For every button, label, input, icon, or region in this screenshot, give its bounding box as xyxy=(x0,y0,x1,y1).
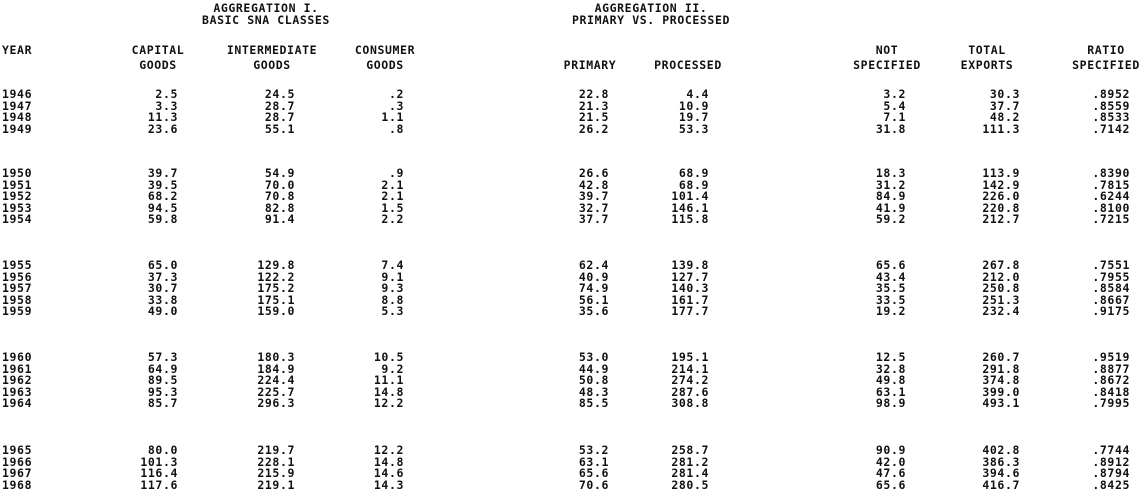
cell-primary: 22.8 xyxy=(578,87,609,101)
cell-consumer-goods: 14.3 xyxy=(373,477,404,492)
cell-intermediate-goods: 296.3 xyxy=(257,396,295,411)
cell-not-specified: 43.4 xyxy=(875,269,906,284)
cell-intermediate-goods: 159.0 xyxy=(257,304,295,319)
col-header-capital-1: CAPITAL xyxy=(131,43,185,57)
cell-primary: 42.8 xyxy=(578,177,609,192)
cell-primary: 26.2 xyxy=(578,121,609,136)
cell-consumer-goods: 1.5 xyxy=(381,200,404,215)
cell-consumer-goods: 1.1 xyxy=(381,110,404,125)
aggregation-2-subtitle: PRIMARY VS. PROCESSED xyxy=(572,13,730,27)
cell-primary: 62.4 xyxy=(578,258,609,272)
cell-processed: 258.7 xyxy=(671,443,709,457)
cell-intermediate-goods: 175.1 xyxy=(257,292,295,307)
cell-year: 1961 xyxy=(2,361,33,376)
cell-processed: 10.9 xyxy=(678,98,709,113)
cell-capital-goods: 49.0 xyxy=(147,304,178,319)
cell-total-exports: 416.7 xyxy=(982,477,1020,492)
cell-year: 1962 xyxy=(2,373,33,388)
cell-capital-goods: 116.4 xyxy=(140,466,178,481)
cell-primary: 70.6 xyxy=(578,477,609,492)
cell-not-specified: 19.2 xyxy=(875,304,906,319)
cell-capital-goods: 68.2 xyxy=(147,189,178,204)
cell-intermediate-goods: 215.9 xyxy=(257,466,295,481)
cell-primary: 85.5 xyxy=(578,396,609,411)
cell-capital-goods: 2.5 xyxy=(155,87,178,101)
col-header-total-1: TOTAL xyxy=(968,43,1006,57)
cell-total-exports: 30.3 xyxy=(989,87,1020,101)
cell-year: 1959 xyxy=(2,304,33,319)
cell-ratio-specified: .7744 xyxy=(1092,443,1130,457)
cell-not-specified: 84.9 xyxy=(875,189,906,204)
cell-not-specified: 65.6 xyxy=(875,477,906,492)
cell-consumer-goods: 14.6 xyxy=(373,466,404,481)
col-header-total-2: EXPORTS xyxy=(960,58,1014,72)
cell-year: 1963 xyxy=(2,384,33,399)
cell-primary: 26.6 xyxy=(578,166,609,180)
cell-intermediate-goods: 225.7 xyxy=(257,384,295,399)
cell-intermediate-goods: 228.1 xyxy=(257,454,295,469)
cell-processed: 115.8 xyxy=(671,212,709,227)
cell-consumer-goods: 14.8 xyxy=(373,454,404,469)
cell-intermediate-goods: 70.0 xyxy=(264,177,295,192)
aggregation-1-title: AGGREGATION I. xyxy=(213,1,319,15)
cell-year: 1960 xyxy=(2,350,33,364)
cell-not-specified: 90.9 xyxy=(875,443,906,457)
cell-ratio-specified: .9175 xyxy=(1092,304,1130,319)
cell-consumer-goods: 12.2 xyxy=(373,443,404,457)
cell-intermediate-goods: 184.9 xyxy=(257,361,295,376)
cell-ratio-specified: .7215 xyxy=(1092,212,1130,227)
cell-not-specified: 49.8 xyxy=(875,373,906,388)
cell-total-exports: 251.3 xyxy=(982,292,1020,307)
cell-not-specified: 31.8 xyxy=(875,121,906,136)
cell-ratio-specified: .6244 xyxy=(1092,189,1130,204)
cell-total-exports: 291.8 xyxy=(982,361,1020,376)
cell-capital-goods: 39.7 xyxy=(147,166,178,180)
cell-capital-goods: 59.8 xyxy=(147,212,178,227)
aggregation-2-title: AGGREGATION II. xyxy=(594,1,708,15)
cell-consumer-goods: 12.2 xyxy=(373,396,404,411)
cell-consumer-goods: .8 xyxy=(388,121,404,136)
cell-consumer-goods: 7.4 xyxy=(381,258,404,272)
cell-year: 1948 xyxy=(2,110,33,125)
cell-total-exports: 220.8 xyxy=(982,200,1020,215)
cell-processed: 53.3 xyxy=(678,121,709,136)
cell-total-exports: 113.9 xyxy=(982,166,1020,180)
cell-capital-goods: 95.3 xyxy=(147,384,178,399)
cell-primary: 21.5 xyxy=(578,110,609,125)
cell-year: 1950 xyxy=(2,166,33,180)
cell-processed: 177.7 xyxy=(671,304,709,319)
cell-primary: 53.2 xyxy=(578,443,609,457)
cell-not-specified: 42.0 xyxy=(875,454,906,469)
cell-consumer-goods: 10.5 xyxy=(373,350,404,364)
cell-not-specified: 7.1 xyxy=(883,110,906,125)
cell-year: 1968 xyxy=(2,477,33,492)
cell-ratio-specified: .8390 xyxy=(1092,166,1130,180)
cell-ratio-specified: .8952 xyxy=(1092,87,1130,101)
cell-total-exports: 48.2 xyxy=(989,110,1020,125)
cell-consumer-goods: 5.3 xyxy=(381,304,404,319)
cell-intermediate-goods: 175.2 xyxy=(257,281,295,296)
cell-primary: 56.1 xyxy=(578,292,609,307)
cell-ratio-specified: .8667 xyxy=(1092,292,1130,307)
cell-ratio-specified: .8418 xyxy=(1092,384,1130,399)
cell-year: 1953 xyxy=(2,200,33,215)
cell-ratio-specified: .7815 xyxy=(1092,177,1130,192)
cell-processed: 19.7 xyxy=(678,110,709,125)
cell-ratio-specified: .7551 xyxy=(1092,258,1130,272)
cell-processed: 281.4 xyxy=(671,466,709,481)
cell-processed: 195.1 xyxy=(671,350,709,364)
cell-ratio-specified: .7995 xyxy=(1092,396,1130,411)
cell-year: 1955 xyxy=(2,258,33,272)
cell-intermediate-goods: 129.8 xyxy=(257,258,295,272)
cell-not-specified: 5.4 xyxy=(883,98,906,113)
col-header-ratio-2: SPECIFIED xyxy=(1072,58,1140,72)
cell-ratio-specified: .8533 xyxy=(1092,110,1130,125)
cell-primary: 35.6 xyxy=(578,304,609,319)
cell-ratio-specified: .8425 xyxy=(1092,477,1130,492)
cell-capital-goods: 85.7 xyxy=(147,396,178,411)
cell-not-specified: 33.5 xyxy=(875,292,906,307)
cell-capital-goods: 65.0 xyxy=(147,258,178,272)
cell-year: 1964 xyxy=(2,396,33,411)
cell-primary: 50.8 xyxy=(578,373,609,388)
cell-consumer-goods: 8.8 xyxy=(381,292,404,307)
cell-consumer-goods: 2.1 xyxy=(381,177,404,192)
cell-consumer-goods: 9.2 xyxy=(381,361,404,376)
cell-capital-goods: 37.3 xyxy=(147,269,178,284)
cell-total-exports: 212.7 xyxy=(982,212,1020,227)
cell-total-exports: 493.1 xyxy=(982,396,1020,411)
col-header-capital-2: GOODS xyxy=(139,58,177,72)
cell-consumer-goods: .9 xyxy=(388,166,404,180)
cell-consumer-goods: 14.8 xyxy=(373,384,404,399)
col-header-not-specified-2: SPECIFIED xyxy=(853,58,921,72)
cell-total-exports: 226.0 xyxy=(982,189,1020,204)
cell-not-specified: 18.3 xyxy=(875,166,906,180)
cell-processed: 281.2 xyxy=(671,454,709,469)
cell-consumer-goods: 9.3 xyxy=(381,281,404,296)
cell-total-exports: 394.6 xyxy=(982,466,1020,481)
col-header-primary: PRIMARY xyxy=(563,58,617,72)
cell-ratio-specified: .7955 xyxy=(1092,269,1130,284)
cell-consumer-goods: 9.1 xyxy=(381,269,404,284)
cell-total-exports: 402.8 xyxy=(982,443,1020,457)
cell-not-specified: 32.8 xyxy=(875,361,906,376)
cell-year: 1956 xyxy=(2,269,33,284)
cell-year: 1966 xyxy=(2,454,33,469)
cell-ratio-specified: .8559 xyxy=(1092,98,1130,113)
cell-intermediate-goods: 82.8 xyxy=(264,200,295,215)
cell-not-specified: 65.6 xyxy=(875,258,906,272)
cell-ratio-specified: .7142 xyxy=(1092,121,1130,136)
cell-total-exports: 212.0 xyxy=(982,269,1020,284)
aggregation-1-subtitle: BASIC SNA CLASSES xyxy=(202,13,330,27)
cell-year: 1958 xyxy=(2,292,33,307)
cell-intermediate-goods: 219.7 xyxy=(257,443,295,457)
cell-intermediate-goods: 54.9 xyxy=(264,166,295,180)
cell-intermediate-goods: 219.1 xyxy=(257,477,295,492)
cell-not-specified: 47.6 xyxy=(875,466,906,481)
cell-consumer-goods: 2.1 xyxy=(381,189,404,204)
cell-primary: 37.7 xyxy=(578,212,609,227)
cell-processed: 308.8 xyxy=(671,396,709,411)
cell-not-specified: 12.5 xyxy=(875,350,906,364)
cell-total-exports: 37.7 xyxy=(989,98,1020,113)
cell-year: 1946 xyxy=(2,87,33,101)
cell-total-exports: 250.8 xyxy=(982,281,1020,296)
cell-consumer-goods: 2.2 xyxy=(381,212,404,227)
table-row xyxy=(0,479,1146,491)
cell-intermediate-goods: 28.7 xyxy=(264,98,295,113)
cell-intermediate-goods: 122.2 xyxy=(257,269,295,284)
cell-ratio-specified: .9519 xyxy=(1092,350,1130,364)
cell-not-specified: 63.1 xyxy=(875,384,906,399)
col-header-consumer-1: CONSUMER xyxy=(354,43,416,57)
cell-capital-goods: 23.6 xyxy=(147,121,178,136)
cell-processed: 68.9 xyxy=(678,177,709,192)
cell-intermediate-goods: 28.7 xyxy=(264,110,295,125)
col-header-ratio-1: RATIO xyxy=(1087,43,1125,57)
cell-total-exports: 260.7 xyxy=(982,350,1020,364)
col-header-not-specified-1: NOT xyxy=(875,43,899,57)
cell-processed: 287.6 xyxy=(671,384,709,399)
cell-year: 1949 xyxy=(2,121,33,136)
cell-year: 1952 xyxy=(2,189,33,204)
cell-processed: 274.2 xyxy=(671,373,709,388)
cell-year: 1954 xyxy=(2,212,33,227)
cell-processed: 214.1 xyxy=(671,361,709,376)
cell-intermediate-goods: 70.8 xyxy=(264,189,295,204)
cell-primary: 53.0 xyxy=(578,350,609,364)
table-row xyxy=(0,397,1146,409)
cell-primary: 44.9 xyxy=(578,361,609,376)
cell-total-exports: 386.3 xyxy=(982,454,1020,469)
cell-total-exports: 111.3 xyxy=(982,121,1020,136)
cell-ratio-specified: .8794 xyxy=(1092,466,1130,481)
cell-not-specified: 3.2 xyxy=(883,87,906,101)
table-row xyxy=(0,213,1146,225)
cell-ratio-specified: .8100 xyxy=(1092,200,1130,215)
cell-not-specified: 59.2 xyxy=(875,212,906,227)
cell-capital-goods: 3.3 xyxy=(155,98,178,113)
cell-capital-goods: 39.5 xyxy=(147,177,178,192)
cell-intermediate-goods: 180.3 xyxy=(257,350,295,364)
cell-ratio-specified: .8672 xyxy=(1092,373,1130,388)
cell-processed: 101.4 xyxy=(671,189,709,204)
cell-capital-goods: 89.5 xyxy=(147,373,178,388)
cell-processed: 161.7 xyxy=(671,292,709,307)
cell-processed: 68.9 xyxy=(678,166,709,180)
cell-processed: 280.5 xyxy=(671,477,709,492)
cell-consumer-goods: .3 xyxy=(388,98,404,113)
col-header-processed: PROCESSED xyxy=(654,58,722,72)
cell-capital-goods: 80.0 xyxy=(147,443,178,457)
cell-processed: 146.1 xyxy=(671,200,709,215)
cell-processed: 4.4 xyxy=(686,87,709,101)
cell-intermediate-goods: 24.5 xyxy=(264,87,295,101)
cell-not-specified: 41.9 xyxy=(875,200,906,215)
cell-ratio-specified: .8912 xyxy=(1092,454,1130,469)
table-row xyxy=(0,305,1146,317)
cell-ratio-specified: .8584 xyxy=(1092,281,1130,296)
cell-year: 1951 xyxy=(2,177,33,192)
cell-capital-goods: 117.6 xyxy=(140,477,178,492)
cell-ratio-specified: .8877 xyxy=(1092,361,1130,376)
cell-year: 1947 xyxy=(2,98,33,113)
col-header-consumer-2: GOODS xyxy=(366,58,404,72)
cell-capital-goods: 30.7 xyxy=(147,281,178,296)
cell-total-exports: 399.0 xyxy=(982,384,1020,399)
cell-intermediate-goods: 224.4 xyxy=(257,373,295,388)
cell-capital-goods: 94.5 xyxy=(147,200,178,215)
cell-capital-goods: 101.3 xyxy=(140,454,178,469)
cell-capital-goods: 64.9 xyxy=(147,361,178,376)
cell-primary: 74.9 xyxy=(578,281,609,296)
cell-intermediate-goods: 55.1 xyxy=(264,121,295,136)
cell-primary: 39.7 xyxy=(578,189,609,204)
cell-processed: 127.7 xyxy=(671,269,709,284)
cell-capital-goods: 57.3 xyxy=(147,350,178,364)
col-header-intermediate-1: INTERMEDIATE xyxy=(226,43,318,57)
cell-year: 1965 xyxy=(2,443,33,457)
table-row xyxy=(0,123,1146,135)
cell-capital-goods: 33.8 xyxy=(147,292,178,307)
cell-processed: 140.3 xyxy=(671,281,709,296)
cell-not-specified: 35.5 xyxy=(875,281,906,296)
cell-not-specified: 31.2 xyxy=(875,177,906,192)
cell-primary: 63.1 xyxy=(578,454,609,469)
col-header-year: YEAR xyxy=(2,43,33,57)
cell-year: 1967 xyxy=(2,466,33,481)
cell-primary: 21.3 xyxy=(578,98,609,113)
cell-capital-goods: 11.3 xyxy=(147,110,178,125)
cell-year: 1957 xyxy=(2,281,33,296)
cell-consumer-goods: 11.1 xyxy=(373,373,404,388)
cell-total-exports: 267.8 xyxy=(982,258,1020,272)
col-header-intermediate-2: GOODS xyxy=(253,58,291,72)
cell-intermediate-goods: 91.4 xyxy=(264,212,295,227)
cell-primary: 40.9 xyxy=(578,269,609,284)
cell-total-exports: 142.9 xyxy=(982,177,1020,192)
cell-consumer-goods: .2 xyxy=(388,87,404,101)
cell-processed: 139.8 xyxy=(671,258,709,272)
cell-primary: 32.7 xyxy=(578,200,609,215)
cell-not-specified: 98.9 xyxy=(875,396,906,411)
cell-total-exports: 374.8 xyxy=(982,373,1020,388)
cell-primary: 65.6 xyxy=(578,466,609,481)
cell-total-exports: 232.4 xyxy=(982,304,1020,319)
cell-primary: 48.3 xyxy=(578,384,609,399)
